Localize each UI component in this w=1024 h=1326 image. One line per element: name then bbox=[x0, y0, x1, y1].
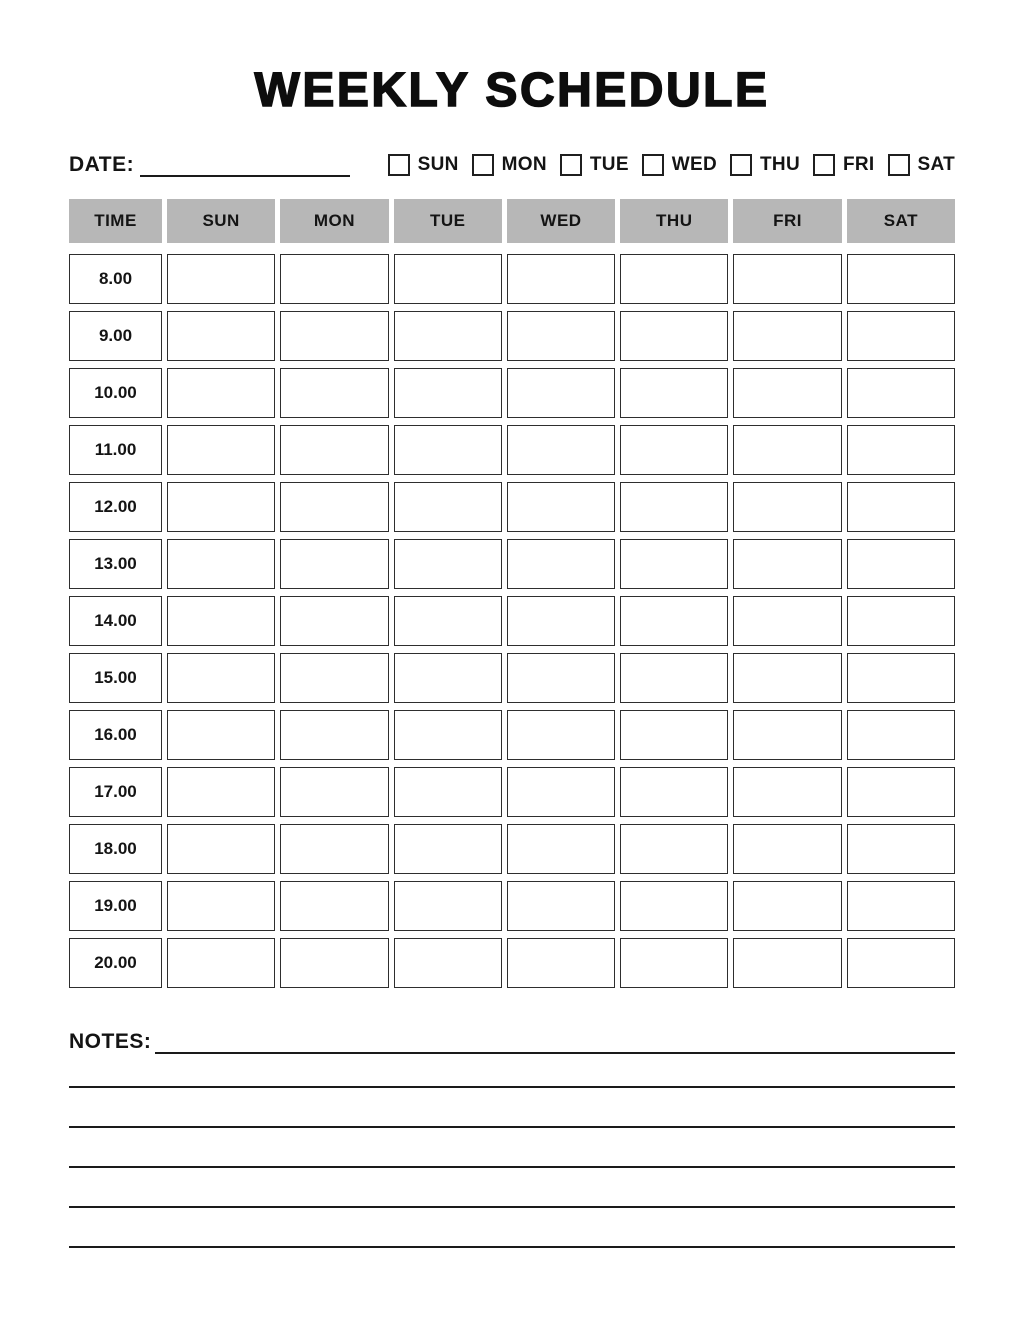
schedule-cell[interactable] bbox=[733, 938, 841, 988]
schedule-cell[interactable] bbox=[507, 254, 615, 304]
schedule-cell[interactable] bbox=[280, 938, 388, 988]
date-label: DATE: bbox=[69, 153, 135, 176]
time-slot-label: 12.00 bbox=[69, 482, 162, 532]
schedule-cell[interactable] bbox=[507, 596, 615, 646]
notes-header-line bbox=[69, 1030, 955, 1054]
column-header-time: TIME bbox=[69, 199, 162, 243]
checkbox-mon[interactable] bbox=[472, 154, 494, 176]
schedule-cell[interactable] bbox=[733, 881, 841, 931]
schedule-cell[interactable] bbox=[620, 881, 728, 931]
time-slot-label: 17.00 bbox=[69, 767, 162, 817]
schedule-cell[interactable] bbox=[167, 368, 275, 418]
schedule-cell[interactable] bbox=[167, 425, 275, 475]
schedule-cell[interactable] bbox=[620, 311, 728, 361]
schedule-cell[interactable] bbox=[847, 710, 955, 760]
schedule-cell[interactable] bbox=[507, 482, 615, 532]
checkbox-label-tue: TUE bbox=[589, 154, 629, 175]
schedule-cell[interactable] bbox=[733, 539, 841, 589]
schedule-cell[interactable] bbox=[280, 254, 388, 304]
schedule-cell[interactable] bbox=[507, 824, 615, 874]
schedule-cell[interactable] bbox=[394, 596, 502, 646]
checkbox-label-wed: WED bbox=[671, 154, 718, 175]
checkbox-label-thu: THU bbox=[760, 154, 800, 175]
schedule-cell[interactable] bbox=[847, 881, 955, 931]
schedule-cell[interactable] bbox=[733, 425, 841, 475]
date-field bbox=[69, 153, 350, 177]
schedule-cell[interactable] bbox=[280, 482, 388, 532]
schedule-cell[interactable] bbox=[394, 824, 502, 874]
notes-section bbox=[69, 1030, 955, 1248]
schedule-cell[interactable] bbox=[733, 368, 841, 418]
time-slot-label: 16.00 bbox=[69, 710, 162, 760]
schedule-cell[interactable] bbox=[847, 311, 955, 361]
checkbox-sun[interactable] bbox=[388, 154, 410, 176]
schedule-cell[interactable] bbox=[620, 596, 728, 646]
schedule-cell[interactable] bbox=[394, 254, 502, 304]
day-check-item-mon bbox=[472, 154, 547, 176]
day-check-item-sun bbox=[388, 154, 459, 176]
column-header-sun: SUN bbox=[167, 199, 275, 243]
schedule-cell[interactable] bbox=[167, 254, 275, 304]
time-slot-label: 9.00 bbox=[69, 311, 162, 361]
schedule-cell[interactable] bbox=[167, 653, 275, 703]
schedule-cell[interactable] bbox=[507, 311, 615, 361]
checkbox-sat[interactable] bbox=[888, 154, 910, 176]
schedule-cell[interactable] bbox=[507, 653, 615, 703]
schedule-cell[interactable] bbox=[620, 710, 728, 760]
time-slot-label: 15.00 bbox=[69, 653, 162, 703]
schedule-cell[interactable] bbox=[394, 881, 502, 931]
schedule-cell[interactable] bbox=[847, 368, 955, 418]
schedule-cell[interactable] bbox=[620, 482, 728, 532]
time-slot-label: 14.00 bbox=[69, 596, 162, 646]
schedule-cell[interactable] bbox=[733, 653, 841, 703]
notes-input-line[interactable] bbox=[69, 1128, 955, 1168]
schedule-cell[interactable] bbox=[280, 596, 388, 646]
schedule-cell[interactable] bbox=[733, 596, 841, 646]
column-header-sat: SAT bbox=[847, 199, 955, 243]
time-slot-label: 11.00 bbox=[69, 425, 162, 475]
schedule-cell[interactable] bbox=[733, 767, 841, 817]
checkbox-label-sun: SUN bbox=[417, 154, 459, 175]
schedule-cell[interactable] bbox=[847, 938, 955, 988]
column-header-mon: MON bbox=[280, 199, 388, 243]
schedule-cell[interactable] bbox=[620, 767, 728, 817]
schedule-cell[interactable] bbox=[280, 539, 388, 589]
schedule-cell[interactable] bbox=[733, 824, 841, 874]
schedule-cell[interactable] bbox=[507, 539, 615, 589]
schedule-cell[interactable] bbox=[507, 425, 615, 475]
schedule-cell[interactable] bbox=[167, 938, 275, 988]
schedule-cell[interactable] bbox=[507, 767, 615, 817]
schedule-cell[interactable] bbox=[620, 368, 728, 418]
day-check-item-tue bbox=[560, 154, 629, 176]
notes-input-line[interactable] bbox=[69, 1168, 955, 1208]
day-check-item-fri bbox=[813, 154, 875, 176]
schedule-cell[interactable] bbox=[733, 710, 841, 760]
schedule-cell[interactable] bbox=[620, 425, 728, 475]
notes-input-line[interactable] bbox=[155, 1030, 955, 1054]
schedule-cell[interactable] bbox=[280, 425, 388, 475]
schedule-cell[interactable] bbox=[280, 824, 388, 874]
column-header-thu: THU bbox=[620, 199, 728, 243]
schedule-header-row bbox=[69, 199, 955, 243]
checkbox-thu[interactable] bbox=[730, 154, 752, 176]
notes-input-line[interactable] bbox=[69, 1208, 955, 1248]
schedule-cell[interactable] bbox=[620, 254, 728, 304]
date-row bbox=[69, 148, 955, 182]
schedule-cell[interactable] bbox=[847, 653, 955, 703]
day-check-item-thu bbox=[730, 154, 800, 176]
schedule-cell[interactable] bbox=[167, 824, 275, 874]
notes-input-line[interactable] bbox=[69, 1088, 955, 1128]
schedule-cell[interactable] bbox=[280, 653, 388, 703]
schedule-cell[interactable] bbox=[167, 539, 275, 589]
checkbox-label-mon: MON bbox=[501, 154, 547, 175]
schedule-cell[interactable] bbox=[847, 254, 955, 304]
time-slot-label: 19.00 bbox=[69, 881, 162, 931]
checkbox-wed[interactable] bbox=[642, 154, 664, 176]
schedule-cell[interactable] bbox=[507, 368, 615, 418]
schedule-cell[interactable] bbox=[847, 539, 955, 589]
date-input-line[interactable] bbox=[140, 153, 350, 177]
schedule-cell[interactable] bbox=[847, 767, 955, 817]
day-check-item-wed bbox=[642, 154, 717, 176]
schedule-cell[interactable] bbox=[507, 938, 615, 988]
schedule-cell[interactable] bbox=[167, 311, 275, 361]
page-content bbox=[69, 148, 955, 1248]
schedule-cell[interactable] bbox=[507, 710, 615, 760]
schedule-cell[interactable] bbox=[507, 881, 615, 931]
schedule-cell[interactable] bbox=[394, 368, 502, 418]
time-slot-label: 20.00 bbox=[69, 938, 162, 988]
page-title: WEEKLY SCHEDULE bbox=[254, 64, 770, 117]
schedule-cell[interactable] bbox=[167, 767, 275, 817]
schedule-cell[interactable] bbox=[620, 539, 728, 589]
checkbox-label-fri: FRI bbox=[842, 154, 875, 175]
schedule-cell[interactable] bbox=[847, 596, 955, 646]
column-header-wed: WED bbox=[507, 199, 615, 243]
schedule-cell[interactable] bbox=[733, 254, 841, 304]
schedule-cell[interactable] bbox=[847, 425, 955, 475]
schedule-cell[interactable] bbox=[733, 482, 841, 532]
schedule-cell[interactable] bbox=[733, 311, 841, 361]
schedule-cell[interactable] bbox=[167, 596, 275, 646]
schedule-cell[interactable] bbox=[394, 539, 502, 589]
schedule-cell[interactable] bbox=[620, 938, 728, 988]
time-slot-label: 8.00 bbox=[69, 254, 162, 304]
schedule-cell[interactable] bbox=[280, 368, 388, 418]
schedule-cell[interactable] bbox=[167, 710, 275, 760]
schedule-cell[interactable] bbox=[394, 482, 502, 532]
schedule-cell[interactable] bbox=[280, 881, 388, 931]
schedule-cell[interactable] bbox=[847, 482, 955, 532]
schedule-cell[interactable] bbox=[394, 425, 502, 475]
day-checkboxes-group bbox=[388, 154, 955, 176]
schedule-cell[interactable] bbox=[620, 653, 728, 703]
checkbox-label-sat: SAT bbox=[917, 154, 955, 175]
notes-input-line[interactable] bbox=[69, 1054, 955, 1088]
schedule-cell[interactable] bbox=[394, 938, 502, 988]
column-header-tue: TUE bbox=[394, 199, 502, 243]
day-check-item-sat bbox=[888, 154, 956, 176]
schedule-cell[interactable] bbox=[394, 311, 502, 361]
schedule-cell[interactable] bbox=[847, 824, 955, 874]
schedule-cell[interactable] bbox=[394, 710, 502, 760]
schedule-cell[interactable] bbox=[394, 767, 502, 817]
schedule-cell[interactable] bbox=[280, 767, 388, 817]
time-slot-label: 10.00 bbox=[69, 368, 162, 418]
schedule-cell[interactable] bbox=[620, 824, 728, 874]
notes-lines bbox=[69, 1054, 955, 1248]
checkbox-tue[interactable] bbox=[560, 154, 582, 176]
column-header-fri: FRI bbox=[733, 199, 841, 243]
checkbox-fri[interactable] bbox=[813, 154, 835, 176]
time-slot-label: 13.00 bbox=[69, 539, 162, 589]
time-slot-label: 18.00 bbox=[69, 824, 162, 874]
schedule-cell[interactable] bbox=[280, 311, 388, 361]
notes-label: NOTES: bbox=[69, 1030, 152, 1053]
schedule-cell[interactable] bbox=[167, 482, 275, 532]
schedule-cell[interactable] bbox=[167, 881, 275, 931]
schedule-table bbox=[69, 254, 955, 988]
schedule-cell[interactable] bbox=[394, 653, 502, 703]
schedule-cell[interactable] bbox=[280, 710, 388, 760]
